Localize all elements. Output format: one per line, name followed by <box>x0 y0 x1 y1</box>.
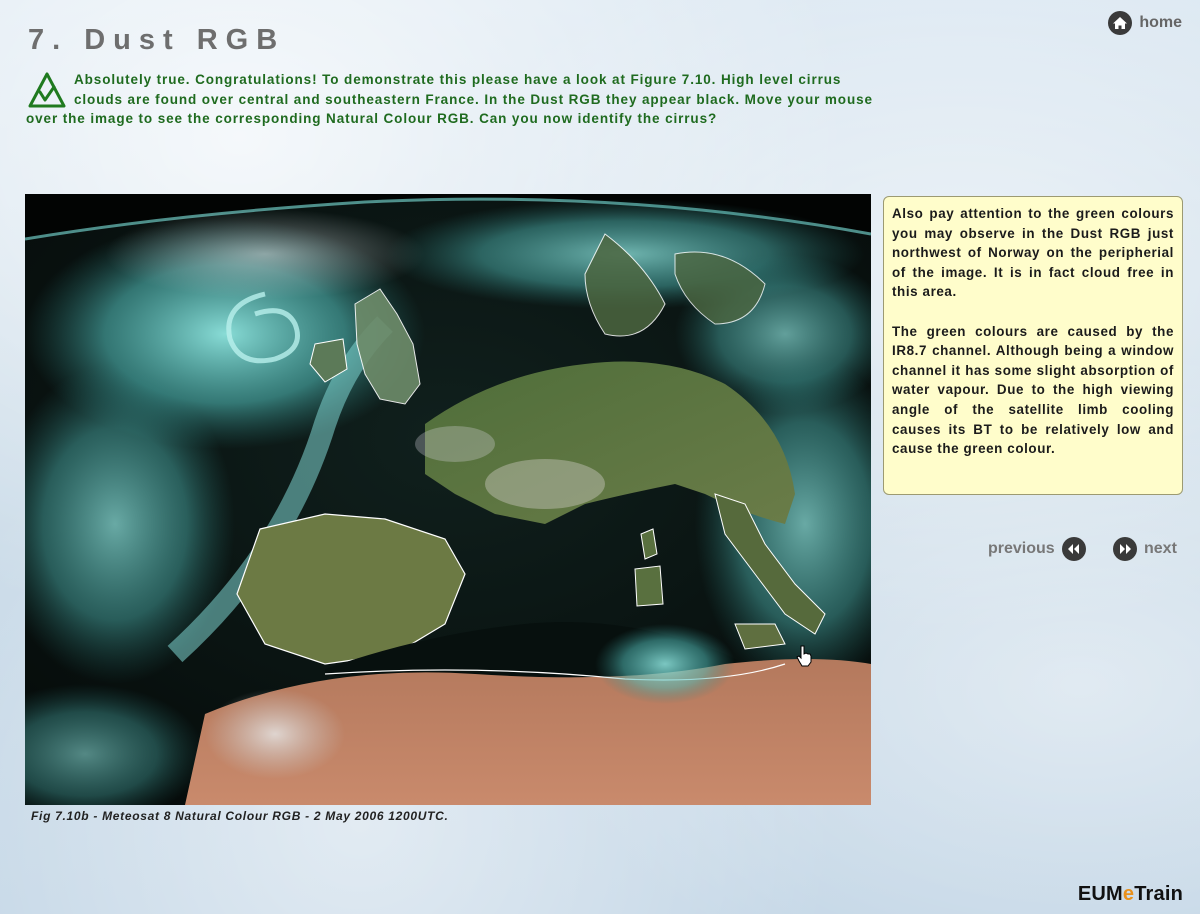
fast-forward-icon <box>1112 536 1138 562</box>
next-button[interactable] <box>1112 536 1177 562</box>
intro-text: Absolutely true. Congratulations! To demonstrate this please have a look at Figure 7.10. High level cirrus clouds are found over central and southeastern France. In the Dust RGB they appear black. Move your mouse over the image to see the corresponding Natural Colour RGB. Can you now identify the cirrus? <box>26 72 873 126</box>
previous-button[interactable] <box>988 536 1087 562</box>
intro-message <box>26 70 878 129</box>
previous-label: previous <box>988 540 1055 557</box>
figure-caption: Fig 7.10b - Meteosat 8 Natural Colour RGB - 2 May 2006 1200UTC. <box>31 809 449 823</box>
brand-highlight: e <box>1122 883 1135 905</box>
next-label: next <box>1144 540 1177 557</box>
natural-colour-rgb-image <box>25 194 871 805</box>
home-icon <box>1107 10 1133 36</box>
page-title: 7. Dust RGB <box>28 24 286 56</box>
check-triangle-icon <box>28 71 66 109</box>
info-paragraph-2: The green colours are caused by the IR8.7 channel. Although being a window channel it has some slight absorption of water vapour. Due to the high viewing angle of the satellite limb cooling causes its BT to be relatively low and cause the green colour. <box>892 323 1174 457</box>
brand-prefix: EUM <box>1077 883 1123 905</box>
rewind-icon <box>1061 536 1087 562</box>
home-button[interactable] <box>1107 10 1182 36</box>
satellite-image[interactable] <box>25 194 871 805</box>
brand-suffix: Train <box>1134 883 1183 905</box>
home-label: home <box>1139 14 1182 31</box>
info-paragraph-1: Also pay attention to the green colours you may observe in the Dust RGB just northwest of Norway on the peripherial of the image. It is in fact cloud free in this area. <box>892 206 1174 300</box>
eumetrain-logo <box>1078 883 1183 906</box>
info-box <box>883 196 1183 495</box>
